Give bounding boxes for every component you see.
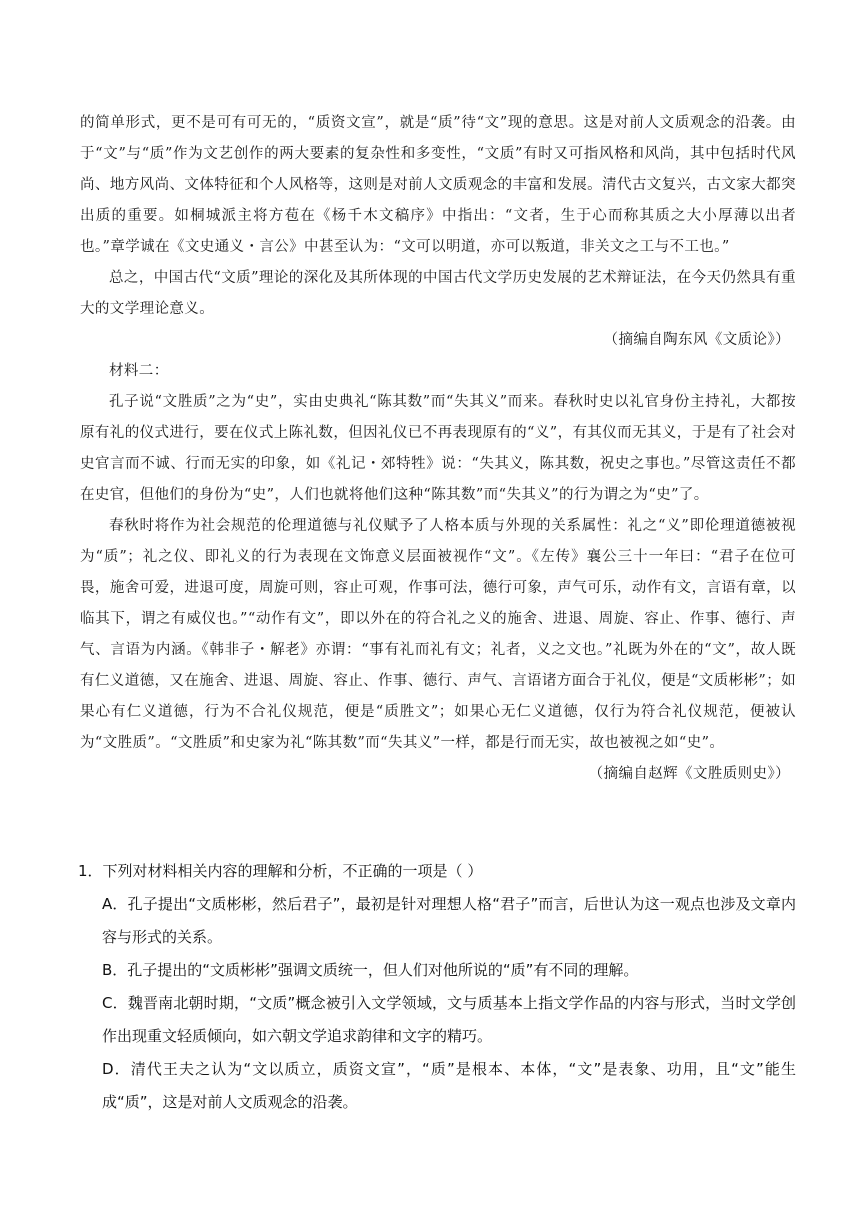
option-b[interactable]: B．孔子提出的“文质彬彬”强调文质统一，但人们对他所说的“质”有不同的理解。	[102, 961, 639, 979]
option-a[interactable]: A．孔子提出“文质彬彬，然后君子”，最初是针对理想人格“君子”而言，后世认为这一观点也涉及文章内容与形式的关系。	[102, 895, 796, 946]
material2-paragraph-2: 春秋时将作为社会规范的伦理道德与礼仪赋予了人格本质与外现的关系属性：礼之“义”即伦理道德被视为“质”；礼之仪、即礼义的行为表现在文饰意义层面被视作“文”。《左传》襄公三十一年曰：“君子在位可畏，施舍可爱，进退可度，周旋可则，容止可观，作事可法，德行可象，声气可乐，动作有文，言语有章，以临其下，谓之有威仪也。”“动作有文”，即以外在的符合礼之义的施舍、进退、周旋、容止、作事、德行、声气、言语为内涵。《韩非子・解老》亦谓：“事有礼而礼有文；礼者，义之文也。”礼既为外在的“文”，故人既有仁义道德，又在施舍、进退、周旋、容止、作事、德行、声气、言语诸方面合于礼仪，便是“文质彬彬”；如果心有仁义道德，行为不合礼仪规范，便是“质胜文”；如果心无仁义道德，仅行为符合礼仪规范，便被认为“文胜质”。“文胜质”和史家为礼“陈其数”而“失其义”一样，都是行而无实，故也被视之如“史”。	[80, 518, 796, 751]
material2-paragraph-1: 孔子说“文胜质”之为“史”，实由史典礼“陈其数”而“失其义”而来。春秋时史以礼官身份主持礼，大都按原有礼的仪式进行，要在仪式上陈礼数，但因礼仪已不再表现原有的“义”，有其仪而无其义，于是有了社会对史官言而不诚、行而无实的印象，如《礼记・郊特牲》说：“失其义，陈其数，祝史之事也。”尽管这责任不都在史官，但他们的身份为“史”，人们也就将他们这种“陈其数”而“失其义”的行为谓之为“史”了。	[80, 394, 796, 503]
material1-source: （摘编自陶东风《文质论》）	[603, 332, 790, 348]
question-stem: 1．下列对材料相关内容的理解和分析，不正确的一项是（ ）	[78, 862, 483, 880]
material1-paragraph-tail: 的简单形式，更不是可有可无的，“质资文宣”，就是“质”待“文”现的意思。这是对前人文质观念的沿袭。由于“文”与“质”作为文艺创作的两大要素的复杂性和多变性，“文质”有时又可指风格和风尚，其中包括时代风尚、地方风尚、文体特征和个人风格等，这则是对前人文质观念的丰富和发展。清代古文复兴，古文家大都突出质的重要。如桐城派主将方苞在《杨千木文稿序》中指出：“文者，生于心而称其质之大小厚薄以出者也。”章学诚在《文史通义・言公》中甚至认为：“文可以明道，亦可以叛道，非关文之工与不工也。”	[80, 115, 796, 255]
material1-conclusion: 总之，中国古代“文质”理论的深化及其所体现的中国古代文学历史发展的艺术辩证法，在今天仍然具有重大的文学理论意义。	[80, 270, 796, 317]
material2-source: （摘编自赵辉《文胜质则史》）	[588, 766, 790, 782]
material2-heading: 材料二：	[109, 363, 169, 379]
question-1	[78, 855, 796, 1119]
option-c[interactable]: C．魏晋南北朝时期，“文质”概念被引入文学领域，文与质基本上指文学作品的内容与形式，当时文学创作出现重文轻质倾向，如六朝文学追求韵律和文字的精巧。	[102, 994, 796, 1045]
reading-passage	[80, 108, 796, 790]
option-d[interactable]: D．清代王夫之认为“文以质立，质资文宣”，“质”是根本、本体，“文”是表象、功用，且“文”能生成“质”，这是对前人文质观念的沿袭。	[102, 1060, 796, 1111]
